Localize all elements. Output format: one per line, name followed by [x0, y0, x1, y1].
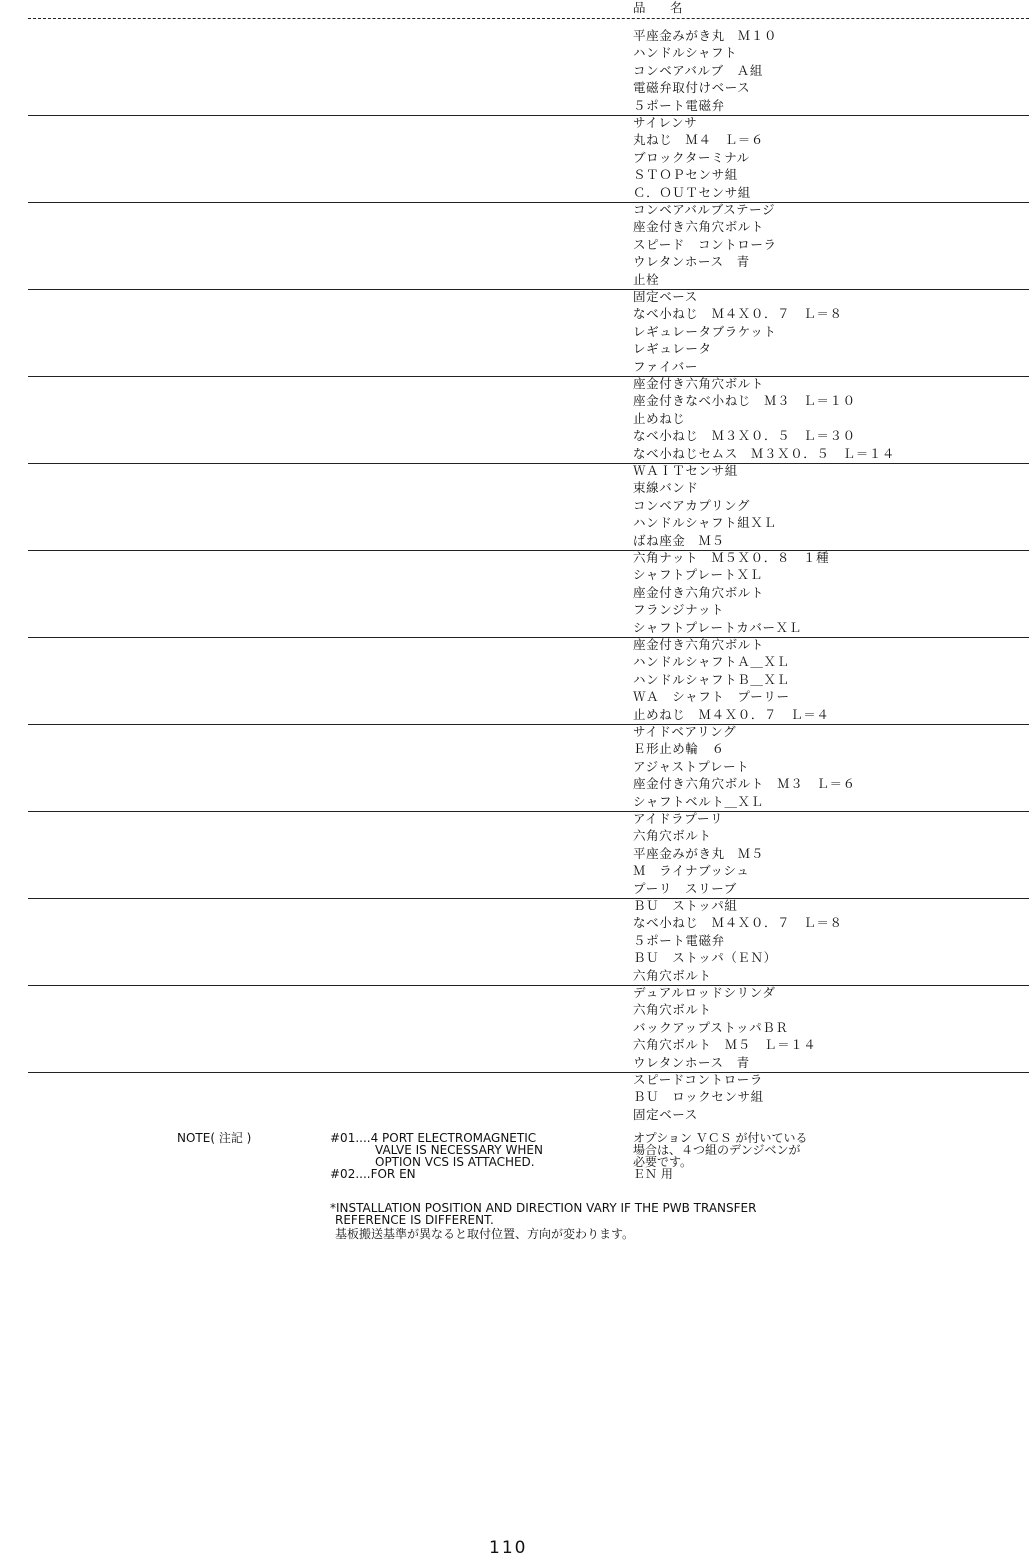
group-divider — [28, 985, 1029, 986]
note-02-jp: ＥＮ 用 — [633, 1167, 673, 1181]
group-divider — [28, 898, 1029, 899]
part-name-item: ハンドルシャフトＢ＿ＸＬ — [633, 671, 790, 687]
part-name-item: バックアップストッパＢＲ — [633, 1019, 789, 1035]
note-01-en-line1: #01....4 PORT ELECTROMAGNETIC — [330, 1131, 537, 1145]
part-name-item: 止栓 — [633, 271, 660, 287]
part-name-item: コンベアカプリング — [633, 497, 751, 513]
part-name-item: 固定ベース — [633, 1106, 698, 1122]
part-name-item: 六角穴ボルト — [633, 967, 712, 983]
part-name-item: デュアルロッドシリンダ — [633, 985, 776, 1000]
part-name-item: ハンドルシャフト — [633, 45, 738, 61]
part-name-item: レギュレータ — [633, 341, 712, 357]
part-name-item: シャフトプレートＸＬ — [633, 567, 763, 583]
part-name-item: スピード コントローラ — [633, 236, 777, 252]
group-divider — [28, 637, 1029, 638]
part-name-item: 座金付き六角穴ボルト — [633, 219, 765, 235]
part-name-item: コンベアバルブステージ — [633, 202, 776, 217]
part-name-item: 平座金みがき丸 Ｍ５ — [633, 845, 765, 861]
group-divider — [28, 115, 1029, 116]
group-divider — [28, 463, 1029, 464]
part-name-item: 平座金みがき丸 Ｍ１０ — [633, 28, 778, 43]
note-02-en: #02....FOR EN — [330, 1167, 416, 1181]
note-01-jp-line2: 場合は、４つ組のデンジベンが — [633, 1143, 801, 1157]
part-name-item: 六角穴ボルト — [633, 1002, 712, 1018]
group-divider — [28, 1072, 1029, 1073]
group-divider — [28, 202, 1029, 203]
part-name-item: なべ小ねじ Ｍ３Ｘ０．５ Ｌ＝３０ — [633, 428, 856, 444]
part-name-item: Ｍ ライナブッシュ — [633, 863, 750, 879]
part-name-item: 座金付き六角穴ボルト — [633, 637, 765, 652]
part-name-item: ＷＡＩＴセンサ組 — [633, 463, 738, 478]
part-name-item: Ｃ．ＯＵＴセンサ組 — [633, 184, 751, 200]
part-name-item: ＳＴＯＰセンサ組 — [633, 167, 738, 183]
column-header-part-name: 品 名 — [633, 0, 689, 15]
note-01-en-line2: VALVE IS NECESSARY WHEN — [375, 1143, 543, 1157]
group-divider — [28, 811, 1029, 812]
page-number: 110 — [489, 1538, 528, 1558]
part-name-item: コンベアバルブ Ａ組 — [633, 62, 764, 78]
part-name-item: 座金付き六角穴ボルト — [633, 376, 765, 391]
part-name-item: 丸ねじ Ｍ４ Ｌ＝６ — [633, 132, 765, 148]
part-name-item: 固定ベース — [633, 289, 698, 304]
part-name-item: 六角穴ボルト Ｍ５ Ｌ＝１４ — [633, 1037, 817, 1053]
part-name-item: ばね座金 Ｍ５ — [633, 532, 725, 548]
part-name-item: プーリ スリーブ — [633, 880, 737, 896]
part-name-item: 止めねじ Ｍ４Ｘ０．７ Ｌ＝４ — [633, 706, 830, 722]
part-name-item: ウレタンホース 青 — [633, 1054, 750, 1070]
part-name-item: なべ小ねじ Ｍ４Ｘ０．７ Ｌ＝８ — [633, 306, 843, 322]
part-name-item: Ｅ形止め輪 ６ — [633, 741, 725, 757]
part-name-item: アイドラプーリ — [633, 811, 724, 826]
part-name-item: サイレンサ — [633, 115, 698, 130]
part-name-item: 束線バンド — [633, 480, 699, 496]
part-name-item: ウレタンホース 青 — [633, 254, 750, 270]
part-name-item: レギュレータブラケット — [633, 323, 777, 339]
part-name-item: 座金付きなべ小ねじ Ｍ３ Ｌ＝１０ — [633, 393, 856, 409]
part-name-item: なべ小ねじセムス Ｍ３Ｘ０．５ Ｌ＝１４ — [633, 445, 896, 461]
part-name-item: フランジナット — [633, 602, 725, 618]
part-name-item: シャフトベルト＿ＸＬ — [633, 793, 764, 809]
group-divider — [28, 376, 1029, 377]
part-name-item: 六角ナット Ｍ５Ｘ０．８ １種 — [633, 550, 830, 565]
header-divider — [28, 18, 1029, 19]
part-name-item: ５ポート電磁弁 — [633, 932, 725, 948]
part-name-item: ＢＵ ストッパ組 — [633, 898, 738, 913]
note-01-jp-line1: オプション ＶＣＳ が付いている — [633, 1131, 808, 1145]
note-01-en-line3: OPTION VCS IS ATTACHED. — [375, 1155, 535, 1169]
install-note-jp: 基板搬送基準が異なると取付位置、方向が変わります。 — [335, 1227, 635, 1241]
part-name-item: 座金付き六角穴ボルト Ｍ３ Ｌ＝６ — [633, 776, 856, 792]
group-divider — [28, 289, 1029, 290]
part-name-item: ＢＵ ストッパ（ＥＮ） — [633, 950, 777, 966]
part-name-item: アジャストプレート — [633, 758, 750, 774]
notes-label: NOTE( 注記 ) — [177, 1131, 252, 1145]
part-name-item: ブロックターミナル — [633, 149, 750, 165]
part-name-item: シャフトプレートカバーＸＬ — [633, 619, 802, 635]
part-name-item: 六角穴ボルト — [633, 828, 712, 844]
part-name-item: スピードコントローラ — [633, 1072, 764, 1087]
part-name-item: ＷＡ シャフト プーリー — [633, 689, 790, 705]
part-name-item: サイドベアリング — [633, 724, 737, 739]
part-name-item: ハンドルシャフト組ＸＬ — [633, 515, 777, 531]
part-name-item: 座金付き六角穴ボルト — [633, 584, 765, 600]
part-name-item: ファイバー — [633, 358, 699, 374]
group-divider — [28, 550, 1029, 551]
part-name-item: 止めねじ — [633, 410, 686, 426]
part-name-item: なべ小ねじ Ｍ４Ｘ０．７ Ｌ＝８ — [633, 915, 843, 931]
part-name-item: 電磁弁取付けベース — [633, 80, 751, 96]
note-01-jp-line3: 必要です。 — [633, 1155, 693, 1169]
part-name-item: ＢＵ ロックセンサ組 — [633, 1089, 764, 1105]
install-note-en-line1: *INSTALLATION POSITION AND DIRECTION VARY IF THE PWB TRANSFER — [330, 1201, 757, 1215]
install-note-en-line2: REFERENCE IS DIFFERENT. — [335, 1213, 494, 1227]
part-name-item: ５ポート電磁弁 — [633, 97, 725, 113]
group-divider — [28, 724, 1029, 725]
part-name-item: ハンドルシャフトＡ＿ＸＬ — [633, 654, 790, 670]
